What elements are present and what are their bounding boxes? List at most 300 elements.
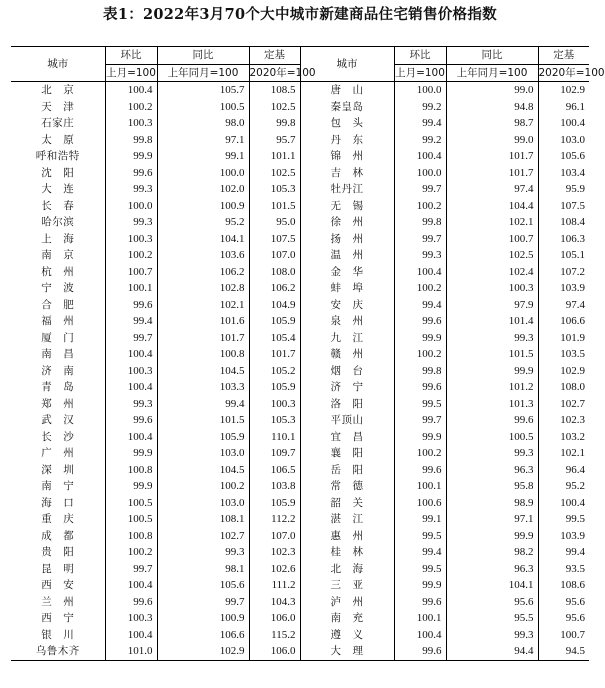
- yoy-value-left: 99.7: [157, 594, 249, 611]
- mom-value-left: 100.8: [105, 462, 157, 479]
- fixed-value-left: 104.3: [249, 594, 300, 611]
- fixed-value-left: 95.7: [249, 132, 300, 149]
- yoy-value-left: 101.7: [157, 330, 249, 347]
- fixed-value-left: 110.1: [249, 429, 300, 446]
- mom-value-right: 99.6: [394, 643, 446, 660]
- city-name-left: 济 南: [41, 364, 75, 377]
- table-row: [11, 363, 589, 380]
- mom-value-left: 99.3: [105, 396, 157, 413]
- mom-value-left: 100.5: [105, 495, 157, 512]
- mom-value-right: 99.9: [394, 429, 446, 446]
- city-name-left: 西 安: [41, 579, 75, 591]
- yoy-value-right: 99.9: [446, 363, 538, 380]
- mom-value-left: 99.9: [105, 478, 157, 495]
- mom-value-right: 99.5: [394, 396, 446, 413]
- mom-value-right: 99.8: [394, 363, 446, 380]
- table-row: [11, 247, 589, 264]
- city-name-right: 吉 林: [300, 165, 394, 182]
- city-name-left: 福 州: [41, 315, 75, 327]
- fixed-value-right: 99.5: [538, 511, 589, 528]
- yoy-value-right: 96.3: [446, 561, 538, 578]
- table-row: [11, 544, 589, 561]
- city-name-left: 石家庄: [41, 117, 75, 129]
- fixed-value-left: 111.2: [249, 577, 300, 594]
- mom-value-right: 100.1: [394, 478, 446, 495]
- mom-value-right: 100.4: [394, 627, 446, 644]
- yoy-value-right: 100.3: [446, 280, 538, 297]
- mom-value-left: 100.4: [105, 627, 157, 644]
- mom-value-right: 100.6: [394, 495, 446, 512]
- city-name-right: 锦 州: [300, 148, 394, 165]
- header-fixed-base-right: 2020年=100: [538, 64, 589, 82]
- mom-value-right: 99.9: [394, 330, 446, 347]
- yoy-value-right: 97.9: [446, 297, 538, 314]
- mom-value-right: 100.2: [394, 280, 446, 297]
- table-row: [11, 264, 589, 281]
- fixed-value-right: 105.1: [538, 247, 589, 264]
- city-name-left: 厦 门: [41, 331, 75, 344]
- mom-value-right: 100.4: [394, 148, 446, 165]
- city-name-left: 长 沙: [41, 430, 75, 443]
- table-row: [11, 99, 589, 116]
- fixed-value-right: 96.1: [538, 99, 589, 116]
- mom-value-left: 99.7: [105, 330, 157, 347]
- fixed-value-left: 107.5: [249, 231, 300, 248]
- fixed-value-right: 103.9: [538, 528, 589, 545]
- fixed-value-right: 105.6: [538, 148, 589, 165]
- header-mom-right: 环比: [394, 47, 446, 65]
- table-row: [11, 561, 589, 578]
- mom-value-left: 99.9: [105, 445, 157, 462]
- city-name-left: 海 口: [41, 496, 75, 509]
- yoy-value-left: 100.5: [157, 99, 249, 116]
- city-name-left: 深 圳: [41, 463, 75, 476]
- yoy-value-right: 102.4: [446, 264, 538, 281]
- yoy-value-right: 102.5: [446, 247, 538, 264]
- city-name-right: 九 江: [300, 330, 394, 347]
- fixed-value-left: 105.9: [249, 495, 300, 512]
- yoy-value-left: 104.5: [157, 363, 249, 380]
- yoy-value-left: 98.1: [157, 561, 249, 578]
- city-name-left: 贵 阳: [41, 546, 75, 558]
- city-name-left: 哈尔滨: [41, 216, 75, 228]
- mom-value-left: 99.6: [105, 594, 157, 611]
- city-name-right: 赣 州: [300, 346, 394, 363]
- city-name-right: 韶 关: [300, 495, 394, 512]
- yoy-value-left: 102.8: [157, 280, 249, 297]
- yoy-value-right: 104.1: [446, 577, 538, 594]
- fixed-value-right: 108.4: [538, 214, 589, 231]
- mom-value-left: 99.3: [105, 214, 157, 231]
- yoy-value-left: 100.2: [157, 478, 249, 495]
- yoy-value-right: 99.6: [446, 412, 538, 429]
- mom-value-left: 99.4: [105, 313, 157, 330]
- mom-value-right: 100.4: [394, 264, 446, 281]
- yoy-value-left: 98.0: [157, 115, 249, 132]
- fixed-value-right: 103.5: [538, 346, 589, 363]
- mom-value-left: 100.3: [105, 363, 157, 380]
- yoy-value-right: 95.8: [446, 478, 538, 495]
- mom-value-left: 99.6: [105, 412, 157, 429]
- city-name-right: 扬 州: [300, 231, 394, 248]
- fixed-value-right: 94.5: [538, 643, 589, 660]
- fixed-value-left: 106.5: [249, 462, 300, 479]
- fixed-value-right: 97.4: [538, 297, 589, 314]
- city-name-left: 青 岛: [41, 381, 75, 393]
- city-name-left: 南 昌: [41, 348, 75, 360]
- fixed-value-left: 99.8: [249, 115, 300, 132]
- city-name-right: 济 宁: [300, 379, 394, 396]
- mom-value-left: 100.4: [105, 346, 157, 363]
- header-mom-base-right: 上月=100: [394, 64, 446, 82]
- city-name-right: 常 德: [300, 478, 394, 495]
- city-name-right: 无 锡: [300, 198, 394, 215]
- mom-value-right: 99.4: [394, 297, 446, 314]
- city-name-left: 大 连: [41, 183, 75, 195]
- mom-value-left: 100.2: [105, 544, 157, 561]
- yoy-value-left: 108.1: [157, 511, 249, 528]
- yoy-value-right: 100.5: [446, 429, 538, 446]
- fixed-value-right: 106.3: [538, 231, 589, 248]
- mom-value-left: 100.8: [105, 528, 157, 545]
- fixed-value-right: 108.0: [538, 379, 589, 396]
- city-name-left: 乌鲁木齐: [35, 645, 80, 657]
- mom-value-left: 100.4: [105, 577, 157, 594]
- city-name-left: 呼和浩特: [35, 150, 80, 162]
- mom-value-right: 100.0: [394, 165, 446, 182]
- fixed-value-right: 95.9: [538, 181, 589, 198]
- yoy-value-left: 97.1: [157, 132, 249, 149]
- mom-value-right: 99.6: [394, 462, 446, 479]
- yoy-value-left: 101.6: [157, 313, 249, 330]
- table-row: [11, 214, 589, 231]
- mom-value-left: 100.0: [105, 198, 157, 215]
- mom-value-left: 100.4: [105, 429, 157, 446]
- fixed-value-left: 102.5: [249, 99, 300, 116]
- price-index-table: [11, 46, 605, 661]
- table-row: [11, 396, 589, 413]
- yoy-value-right: 101.2: [446, 379, 538, 396]
- table-row: [11, 280, 589, 297]
- city-name-left: 武 汉: [41, 414, 75, 426]
- yoy-value-left: 99.3: [157, 544, 249, 561]
- fixed-value-left: 105.4: [249, 330, 300, 347]
- mom-value-right: 99.5: [394, 561, 446, 578]
- city-name-right: 徐 州: [300, 214, 394, 231]
- city-name-right: 泉 州: [300, 313, 394, 330]
- fixed-value-left: 102.6: [249, 561, 300, 578]
- yoy-value-left: 105.7: [157, 82, 249, 99]
- header-mom-base-left: 上月=100: [105, 64, 157, 82]
- mom-value-left: 99.6: [105, 297, 157, 314]
- yoy-value-left: 99.1: [157, 148, 249, 165]
- city-name-left: 上 海: [41, 232, 75, 245]
- yoy-value-left: 99.4: [157, 396, 249, 413]
- fixed-value-left: 101.5: [249, 198, 300, 215]
- table-row: [11, 313, 589, 330]
- yoy-value-left: 104.5: [157, 462, 249, 479]
- header-city-left: 城市: [47, 57, 69, 70]
- yoy-value-left: 102.0: [157, 181, 249, 198]
- table-row: [11, 495, 589, 512]
- mom-value-right: 99.6: [394, 379, 446, 396]
- table-row: [11, 148, 589, 165]
- city-name-left: 昆 明: [41, 562, 75, 575]
- city-name-right: 唐 山: [300, 82, 394, 99]
- city-name-right: 秦皇岛: [300, 99, 394, 116]
- mom-value-right: 99.4: [394, 115, 446, 132]
- mom-value-right: 99.6: [394, 313, 446, 330]
- yoy-value-right: 95.5: [446, 610, 538, 627]
- fixed-value-left: 115.2: [249, 627, 300, 644]
- mom-value-left: 100.3: [105, 231, 157, 248]
- yoy-value-right: 101.3: [446, 396, 538, 413]
- mom-value-right: 99.2: [394, 132, 446, 149]
- mom-value-right: 100.1: [394, 610, 446, 627]
- city-name-left: 沈 阳: [41, 166, 75, 179]
- table-body: [11, 82, 589, 661]
- fixed-value-right: 102.3: [538, 412, 589, 429]
- yoy-value-left: 95.2: [157, 214, 249, 231]
- city-name-left: 郑 州: [41, 397, 75, 410]
- yoy-value-left: 103.0: [157, 495, 249, 512]
- yoy-value-right: 102.1: [446, 214, 538, 231]
- mom-value-right: 100.2: [394, 445, 446, 462]
- mom-value-left: 99.7: [105, 561, 157, 578]
- yoy-value-left: 104.1: [157, 231, 249, 248]
- yoy-value-right: 99.3: [446, 330, 538, 347]
- city-name-left: 长 春: [41, 199, 75, 212]
- yoy-value-left: 102.7: [157, 528, 249, 545]
- table-row: [11, 115, 589, 132]
- mom-value-right: 99.6: [394, 594, 446, 611]
- city-name-right: 温 州: [300, 247, 394, 264]
- yoy-value-right: 99.0: [446, 82, 538, 99]
- city-name-left: 广 州: [41, 447, 75, 459]
- fixed-value-right: 99.4: [538, 544, 589, 561]
- mom-value-right: 99.1: [394, 511, 446, 528]
- city-name-right: 烟 台: [300, 363, 394, 380]
- mom-value-left: 99.6: [105, 165, 157, 182]
- fixed-value-right: 95.2: [538, 478, 589, 495]
- yoy-value-right: 101.7: [446, 148, 538, 165]
- yoy-value-left: 105.9: [157, 429, 249, 446]
- table-row: [11, 346, 589, 363]
- yoy-value-right: 94.4: [446, 643, 538, 660]
- city-name-left: 重 庆: [41, 513, 75, 525]
- city-name-right: 三 亚: [300, 577, 394, 594]
- city-name-left: 太 原: [41, 133, 75, 146]
- fixed-value-left: 105.2: [249, 363, 300, 380]
- city-name-left: 天 津: [41, 100, 75, 113]
- table-row: [11, 412, 589, 429]
- yoy-value-right: 95.6: [446, 594, 538, 611]
- mom-value-right: 99.4: [394, 544, 446, 561]
- yoy-value-left: 100.0: [157, 165, 249, 182]
- city-name-left: 南 宁: [41, 480, 75, 492]
- yoy-value-right: 97.4: [446, 181, 538, 198]
- city-name-right: 丹 东: [300, 132, 394, 149]
- table-row: [11, 165, 589, 182]
- fixed-value-right: 107.5: [538, 198, 589, 215]
- city-name-left: 南 京: [41, 249, 75, 261]
- mom-value-right: 99.8: [394, 214, 446, 231]
- yoy-value-right: 99.9: [446, 528, 538, 545]
- fixed-value-right: 103.0: [538, 132, 589, 149]
- header-fixed-base-left: 2020年=100: [249, 64, 300, 82]
- mom-value-right: 99.2: [394, 99, 446, 116]
- table-row: [11, 643, 589, 660]
- page-title: 表1：2022年3月70个大中城市新建商品住宅销售价格指数: [103, 6, 497, 23]
- header-yoy-base-left: 上年同月=100: [157, 64, 249, 82]
- table-row: [11, 132, 589, 149]
- mom-value-left: 100.5: [105, 511, 157, 528]
- fixed-value-left: 107.0: [249, 528, 300, 545]
- mom-value-left: 100.4: [105, 82, 157, 99]
- city-name-left: 杭 州: [41, 265, 75, 278]
- yoy-value-right: 101.4: [446, 313, 538, 330]
- yoy-value-left: 106.2: [157, 264, 249, 281]
- city-name-right: 惠 州: [300, 528, 394, 545]
- mom-value-left: 99.3: [105, 181, 157, 198]
- fixed-value-left: 102.3: [249, 544, 300, 561]
- city-name-right: 洛 阳: [300, 396, 394, 413]
- mom-value-left: 100.4: [105, 379, 157, 396]
- fixed-value-left: 101.7: [249, 346, 300, 363]
- mom-value-right: 99.5: [394, 528, 446, 545]
- fixed-value-left: 105.9: [249, 313, 300, 330]
- yoy-value-right: 101.7: [446, 165, 538, 182]
- mom-value-left: 100.2: [105, 247, 157, 264]
- fixed-value-left: 108.0: [249, 264, 300, 281]
- mom-value-right: 99.7: [394, 181, 446, 198]
- fixed-value-right: 102.1: [538, 445, 589, 462]
- fixed-value-left: 106.0: [249, 643, 300, 660]
- fixed-value-left: 105.3: [249, 181, 300, 198]
- yoy-value-left: 106.6: [157, 627, 249, 644]
- fixed-value-right: 102.7: [538, 396, 589, 413]
- header-fixed-right: 定基: [538, 47, 589, 65]
- mom-value-left: 100.7: [105, 264, 157, 281]
- city-name-left: 银 川: [41, 628, 75, 641]
- fixed-value-right: 103.2: [538, 429, 589, 446]
- city-name-right: 遵 义: [300, 627, 394, 644]
- header-yoy-left: 同比: [157, 47, 249, 65]
- city-name-left: 西 宁: [41, 612, 75, 624]
- mom-value-right: 99.7: [394, 412, 446, 429]
- mom-value-right: 100.0: [394, 82, 446, 99]
- fixed-value-right: 102.9: [538, 82, 589, 99]
- city-name-right: 大 理: [300, 643, 394, 660]
- yoy-value-right: 99.3: [446, 445, 538, 462]
- fixed-value-right: 100.7: [538, 627, 589, 644]
- yoy-value-left: 103.0: [157, 445, 249, 462]
- city-name-right: 蚌 埠: [300, 280, 394, 297]
- fixed-value-left: 105.3: [249, 412, 300, 429]
- fixed-value-right: 107.2: [538, 264, 589, 281]
- yoy-value-right: 100.7: [446, 231, 538, 248]
- mom-value-left: 100.2: [105, 99, 157, 116]
- city-name-right: 桂 林: [300, 544, 394, 561]
- table-row: [11, 627, 589, 644]
- table-row: [11, 429, 589, 446]
- fixed-value-left: 103.8: [249, 478, 300, 495]
- header-yoy-right: 同比: [446, 47, 538, 65]
- yoy-value-left: 100.8: [157, 346, 249, 363]
- fixed-value-left: 112.2: [249, 511, 300, 528]
- fixed-value-left: 101.1: [249, 148, 300, 165]
- table-row: [11, 297, 589, 314]
- mom-value-left: 99.9: [105, 148, 157, 165]
- city-name-right: 宜 昌: [300, 429, 394, 446]
- city-name-right: 岳 阳: [300, 462, 394, 479]
- mom-value-left: 101.0: [105, 643, 157, 660]
- table-row: [11, 594, 589, 611]
- fixed-value-left: 95.0: [249, 214, 300, 231]
- yoy-value-left: 105.6: [157, 577, 249, 594]
- city-name-right: 牡丹江: [300, 181, 394, 198]
- mom-value-left: 100.3: [105, 115, 157, 132]
- fixed-value-left: 105.9: [249, 379, 300, 396]
- yoy-value-left: 102.9: [157, 643, 249, 660]
- table-row: [11, 445, 589, 462]
- yoy-value-right: 99.0: [446, 132, 538, 149]
- table-row: [11, 181, 589, 198]
- yoy-value-right: 104.4: [446, 198, 538, 215]
- fixed-value-left: 108.5: [249, 82, 300, 99]
- fixed-value-right: 101.9: [538, 330, 589, 347]
- fixed-value-right: 102.9: [538, 363, 589, 380]
- city-name-left: 兰 州: [41, 595, 75, 608]
- mom-value-right: 100.2: [394, 198, 446, 215]
- table-row: [11, 511, 589, 528]
- city-name-right: 平顶山: [300, 412, 394, 429]
- header-fixed-left: 定基: [249, 47, 300, 65]
- mom-value-left: 99.8: [105, 132, 157, 149]
- table-row: [11, 577, 589, 594]
- yoy-value-right: 98.2: [446, 544, 538, 561]
- fixed-value-right: 95.6: [538, 594, 589, 611]
- yoy-value-left: 103.6: [157, 247, 249, 264]
- fixed-value-right: 96.4: [538, 462, 589, 479]
- mom-value-right: 99.7: [394, 231, 446, 248]
- city-name-left: 宁 波: [41, 282, 75, 294]
- mom-value-left: 100.1: [105, 280, 157, 297]
- yoy-value-left: 103.3: [157, 379, 249, 396]
- table-row: [11, 610, 589, 627]
- fixed-value-right: 103.4: [538, 165, 589, 182]
- table-row: [11, 198, 589, 215]
- city-name-right: 北 海: [300, 561, 394, 578]
- table-row: [11, 330, 589, 347]
- mom-value-right: 99.9: [394, 577, 446, 594]
- yoy-value-right: 94.8: [446, 99, 538, 116]
- yoy-value-left: 101.5: [157, 412, 249, 429]
- fixed-value-left: 100.3: [249, 396, 300, 413]
- table-row: [11, 379, 589, 396]
- yoy-value-right: 98.7: [446, 115, 538, 132]
- city-name-left: 合 肥: [41, 298, 75, 311]
- fixed-value-right: 93.5: [538, 561, 589, 578]
- fixed-value-left: 104.9: [249, 297, 300, 314]
- city-name-left: 成 都: [41, 529, 75, 542]
- table-row: [11, 82, 589, 99]
- header-city-right: 城市: [300, 47, 394, 82]
- city-name-right: 襄 阳: [300, 445, 394, 462]
- mom-value-left: 100.3: [105, 610, 157, 627]
- city-name-right: 安 庆: [300, 297, 394, 314]
- mom-value-right: 99.3: [394, 247, 446, 264]
